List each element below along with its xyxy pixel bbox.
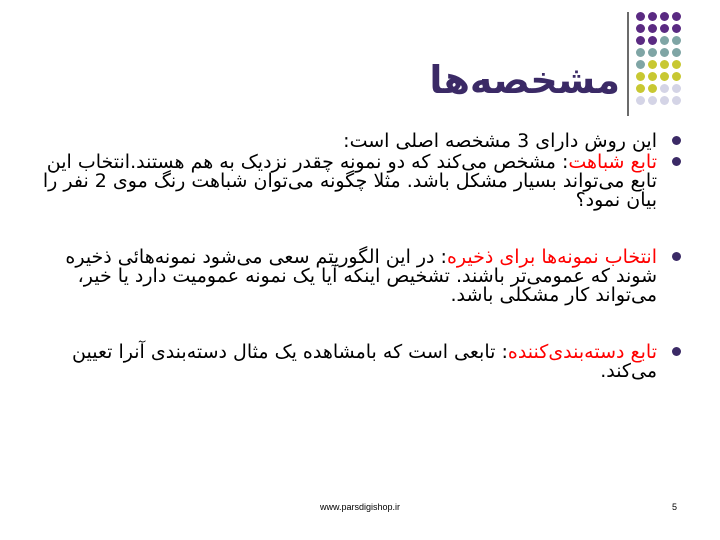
bullet-item	[40, 153, 685, 210]
bullet-term: تابع دسته‌بندی‌کننده	[507, 341, 657, 363]
decorative-dot	[672, 24, 681, 33]
decorative-dot	[660, 60, 669, 69]
decorative-dot	[636, 36, 645, 45]
bullet-text: : در این الگوریتم سعی می‌شود نمونه‌هائی ذخیره شوند که عمومی‌تر باشند. تشخیص اینکه آیا یک نمونه عمومیت دارد یا خیر، می‌تواند کار مشکلی باشد.	[65, 246, 657, 306]
decorative-dot	[636, 72, 645, 81]
decorative-dot	[672, 48, 681, 57]
bullet-term: انتخاب نمونه‌ها برای ذخیره	[446, 246, 657, 268]
page-number: 5	[672, 502, 678, 512]
decorative-dot	[648, 48, 657, 57]
bullet-text: : تابعی است که بامشاهده یک مثال دسته‌بندی آنرا تعیین می‌کند.	[72, 341, 657, 382]
decorative-dot	[660, 12, 669, 21]
bullet-dot-icon	[672, 157, 681, 166]
decorative-dot	[660, 72, 669, 81]
bullet-dot-icon	[672, 347, 681, 356]
decorative-dot	[660, 84, 669, 93]
bullet-dot-icon	[672, 252, 681, 261]
decorative-dot	[672, 12, 681, 21]
decorative-dot	[672, 60, 681, 69]
decorative-dot	[636, 24, 645, 33]
bullet-item	[40, 132, 685, 151]
decorative-dot	[636, 12, 645, 21]
bullet-text: : مشخص می‌کند که دو نمونه چقدر نزدیک به هم هستند.انتخاب این تابع می‌تواند بسیار مشکل باشد. مثلا چگونه می‌توان شباهت رنگ موی 2 نفر را بیان نمود؟	[42, 151, 657, 211]
title-divider	[627, 12, 629, 116]
bullet-item	[40, 248, 685, 305]
decorative-dot	[648, 12, 657, 21]
bullet-text: این روش دارای 3 مشخصه اصلی است:	[343, 130, 657, 152]
footer-url: www.parsdigishop.ir	[319, 502, 401, 512]
decorative-dot	[672, 96, 681, 105]
bullet-dot-icon	[672, 136, 681, 145]
decorative-dot	[636, 60, 645, 69]
decorative-dot	[672, 36, 681, 45]
decorative-dot	[636, 96, 645, 105]
slide-title: مشخصه‌ها	[429, 58, 620, 102]
bullet-list	[40, 132, 685, 381]
decorative-dot	[648, 24, 657, 33]
decorative-dot	[660, 36, 669, 45]
bullet-term: تابع شباهت	[568, 151, 657, 173]
decorative-dot	[660, 48, 669, 57]
decorative-dot	[672, 84, 681, 93]
decorative-dot	[648, 84, 657, 93]
decorative-dot	[648, 36, 657, 45]
decorative-dot	[636, 48, 645, 57]
decorative-dot	[672, 72, 681, 81]
decorative-dot	[648, 72, 657, 81]
decorative-dot	[636, 84, 645, 93]
bullet-item	[40, 343, 685, 381]
decorative-dot	[660, 96, 669, 105]
decorative-dot-grid	[636, 12, 716, 107]
decorative-dot	[648, 96, 657, 105]
decorative-dot	[660, 24, 669, 33]
decorative-dot	[648, 60, 657, 69]
